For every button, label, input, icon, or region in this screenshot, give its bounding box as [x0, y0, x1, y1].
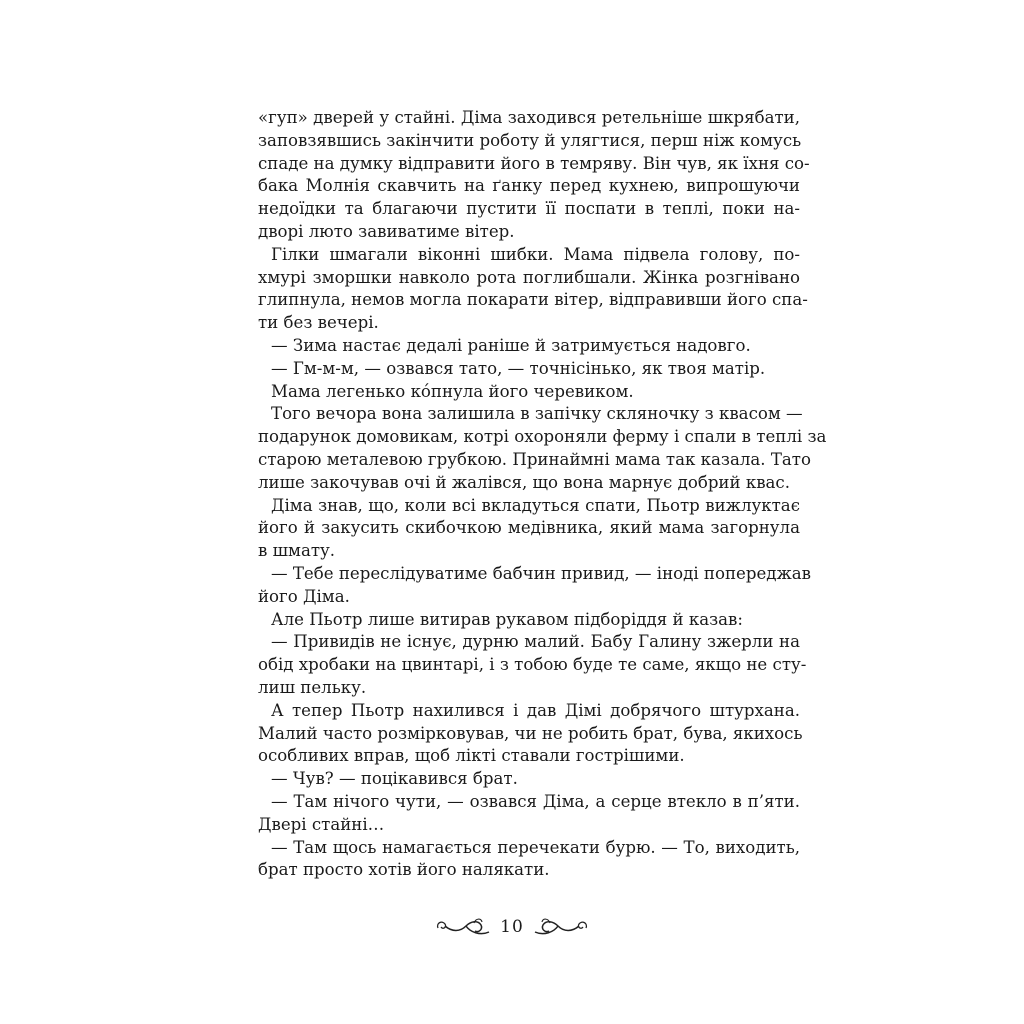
text-line: бака Молнія скавчить на ґанку перед кухнею, випрошуючи: [258, 176, 800, 196]
text-line: лиш пельку.: [258, 677, 367, 697]
flourish-right-icon: [532, 914, 590, 940]
text-line: — Там щось намагається перечекати бурю. — То, виходить,: [271, 837, 800, 857]
text-line: — Чув? — поцікавився брат.: [271, 769, 518, 789]
text-line: заповзявшись закінчити роботу й улягтися, перш ніж комусь: [258, 130, 802, 150]
text-line: Але Пьотр лише витирав рукавом підборіддя й казав:: [271, 609, 743, 629]
text-line: — Там нічого чути, — озвався Діма, а серце втекло в п’яти.: [271, 791, 800, 811]
text-line: його Діма.: [258, 586, 350, 606]
text-line: ти без вечері.: [258, 313, 379, 333]
text-line: «гуп» дверей у стайні. Діма заходився ретельніше шкрябати,: [258, 108, 800, 127]
text-line: подарунок домовикам, котрі охороняли ферму і спали в теплі за: [258, 427, 827, 447]
text-line: Того вечора вона залишила в запічку скляночку з квасом —: [271, 404, 803, 424]
text-line: — Зима настає дедалі раніше й затримується надовго.: [271, 335, 751, 355]
text-line: — Гм-м-м, — озвався тато, — точнісінько, як твоя матір.: [271, 358, 766, 378]
text-line: спаде на думку відправити його в темряву. Він чув, як їхня со-: [258, 153, 810, 173]
page-footer: [0, 912, 1024, 942]
text-line: Мама легенько кóпнула його черевиком.: [271, 381, 634, 401]
text-line: Діма знав, що, коли всі вкладуться спати, Пьотр вижлуктає: [271, 495, 800, 515]
text-line: його й закусить скибочкою медівника, який мама загорнула: [258, 518, 800, 538]
text-line: брат просто хотів його налякати.: [258, 860, 550, 880]
text-line: Малий часто розмірковував, чи не робить брат, бува, якихось: [258, 723, 803, 743]
body-text: [258, 107, 827, 882]
text-line: глипнула, немов могла покарати вітер, відправивши його спа-: [258, 290, 808, 310]
text-line: А тепер Пьотр нахилився і дав Дімі добрячого штурхана.: [271, 700, 800, 720]
text-line: Гілки шмагали віконні шибки. Мама підвела голову, по-: [271, 244, 800, 264]
text-line: старою металевою грубкою. Принаймні мама так казала. Тато: [258, 449, 811, 469]
text-line: в шмату.: [258, 541, 336, 561]
text-line: обід хробаки на цвинтарі, і з тобою буде те саме, якщо не сту-: [258, 655, 807, 675]
text-line: — Тебе переслідуватиме бабчин привид, — іноді попереджав: [271, 563, 812, 583]
page-number: 10: [500, 917, 524, 937]
text-line: лише закочував очі й жалівся, що вона марнує добрий квас.: [258, 472, 791, 492]
flourish-left-icon: [434, 914, 492, 940]
text-line: особливих вправ, щоб лікті ставали гострішими.: [258, 746, 685, 766]
text-line: хмурі зморшки навколо рота поглибшали. Жінка розгнівано: [258, 267, 800, 287]
text-line: Двері стайні…: [258, 814, 385, 834]
text-line: дворі люто завиватиме вітер.: [258, 221, 515, 241]
text-line: недоїдки та благаючи пустити її поспати в теплі, поки на-: [258, 199, 800, 219]
text-line: — Привидів не існує, дурню малий. Бабу Галину зжерли на: [271, 632, 800, 652]
